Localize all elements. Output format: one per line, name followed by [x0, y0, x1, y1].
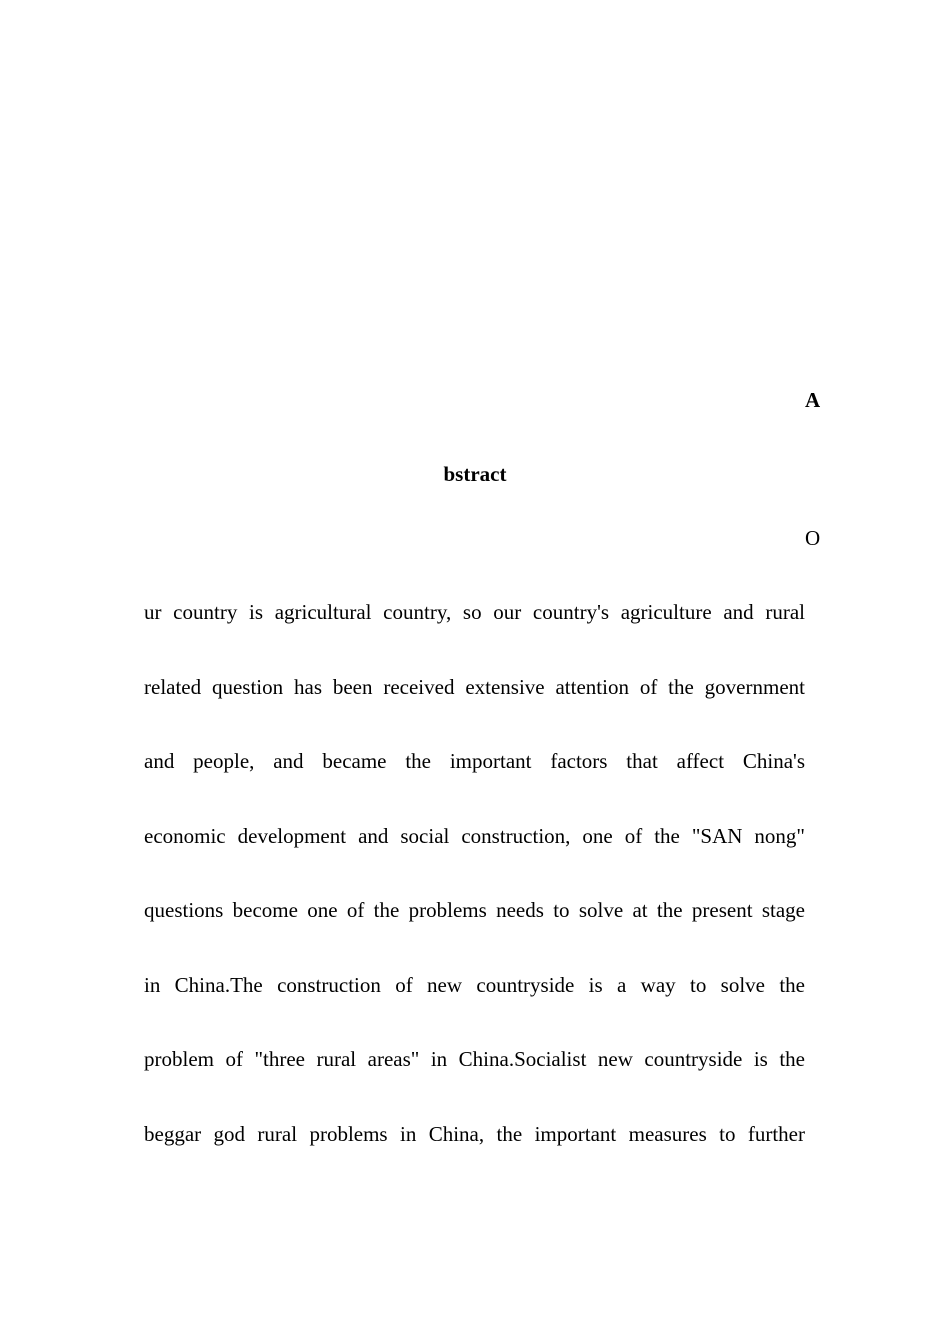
- paragraph-line: [144, 971, 805, 999]
- paragraph-line: [144, 1045, 805, 1073]
- paragraph-line: [144, 822, 805, 850]
- paragraph-line: [144, 1120, 805, 1148]
- heading-dropcap: A: [805, 388, 821, 412]
- paragraph-dropcap: O: [805, 526, 821, 550]
- paragraph-line: [144, 673, 805, 701]
- paragraph-line: [144, 598, 805, 626]
- paragraph-line-text: questions become one of the problems needs to solve at the present stage: [144, 898, 805, 922]
- paragraph-line-text: problem of "three rural areas" in China.Socialist new countryside is the: [144, 1047, 805, 1071]
- paragraph-line: [144, 747, 805, 775]
- paragraph-line-text: and people, and became the important factors that affect China's: [144, 749, 805, 773]
- paragraph-line: [144, 896, 805, 924]
- paragraph-line-text: in China.The construction of new countryside is a way to solve the: [144, 973, 805, 997]
- paragraph-line-text: economic development and social construction, one of the "SAN nong": [144, 824, 805, 848]
- abstract-heading: bstract: [443, 462, 507, 486]
- paragraph-line-text: related question has been received extensive attention of the government: [144, 675, 805, 699]
- paragraph-line-text: beggar god rural problems in China, the important measures to further: [144, 1122, 805, 1146]
- paragraph-line-text: ur country is agricultural country, so our country's agriculture and rural: [144, 600, 805, 624]
